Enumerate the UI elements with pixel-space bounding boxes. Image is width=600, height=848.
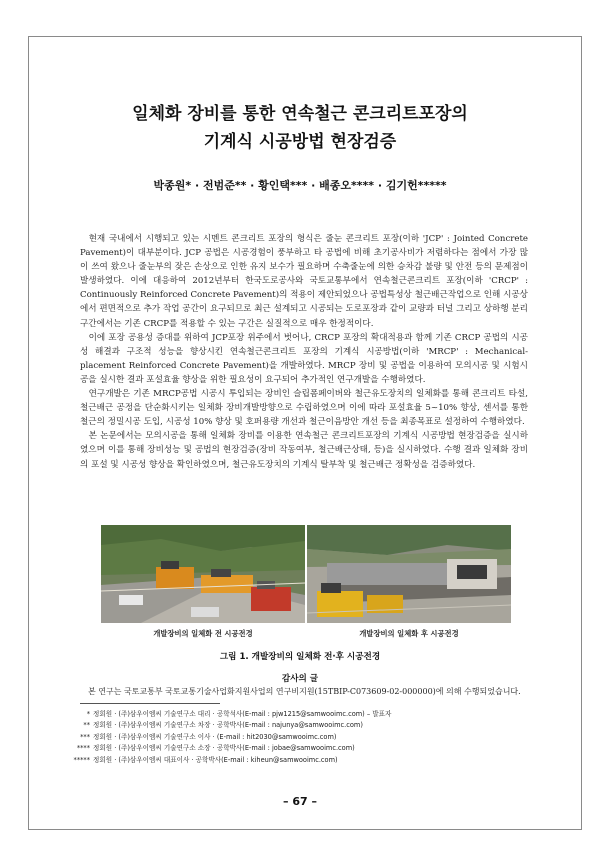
footnote: [62, 709, 532, 720]
body-paragraph: 연구개발은 기존 MRCP공법 시공시 투입되는 장비인 슬립폼페이버와 철근유도장치의 일체화를 통해 콘크리트 타설, 철근배근 공정을 단순화시키는 일체화 장비개발방향으로 수립하였으며 이에 따라 포설효율 5~10% 향상, 센서를 통한 철근의 정밀시공 도입, 시공성 10% 향상 및 호퍼용량 개선과 철근이음방안 개선 등을 최종목표로 설정하여 수행하였다.: [80, 389, 528, 428]
footnote-divider: [80, 703, 220, 704]
author-list: 박종원* · 전범준** · 황인택*** · 배종오**** · 김기헌*****: [153, 179, 447, 192]
body-paragraph: 현재 국내에서 시행되고 있는 시멘트 콘크리트 포장의 형식은 줄눈 콘크리트 포장(이하 'JCP' : Jointed Concrete Pavement)이 대부분이다. JCP 공법은 시공경험이 풍부하고 타 공법에 비해 초기공사비가 저렴하다는 점에서 가장 많이 쓰여 왔으나 줄눈부의 잦은 손상으로 인한 유지 보수가 필요하며 수축줄눈에 의한 승차감 불량 및 안전 등의 문제점이 발생하였다. 이에 대응하여 2012년부터 한국도로공사와 국토교통부에서 연속철근콘크리트 포장(이하 'CRCP' : Continuously Reinforced Concrete Pavement)의 적용이 제안되었으나 공법특성상 철근배근작업으로 인해 시공상에서 편면적으로 추가 작업 공간이 요구되므로 최근 설계되고 시공되는 도로포장과 같이 교량과 터널 그리고 상하행 분리구간에서는 기존 CRCP를 적용할 수 있는 구간은 실질적으로 매우 한정적이다.: [80, 234, 528, 329]
footnote-mark: *****: [73, 755, 90, 764]
paper-title-line-2: 기계식 시공방법 현장검증: [203, 132, 397, 152]
page-number: – 67 –: [283, 795, 317, 808]
photo-after-integration: [307, 525, 511, 623]
footnote-mark: **: [83, 721, 90, 730]
photo-caption-before: 개발장비의 일체화 전 시공전경: [153, 629, 253, 638]
body-paragraph: 이에 포장 공용성 증대를 위하여 JCP포장 위주에서 벗어나, CRCP 포장의 확대적용과 함께 기존 CRCP 공법의 시공성 해결과 구조적 성능을 향상시킨 연속철근콘크리트 포장의 기계식 시공방법(이하 'MRCP' : Mechanical-placement Reinforced Concrete Pavement)을 개발하였다. MRCP 장비 및 공법을 이용하여 모의시공 및 시험시공을 실시한 결과 포설효율 향상을 위한 필요성이 요구되어 추가적인 연구개발을 수행하였다.: [80, 332, 528, 385]
footnote-text: 정회원 · (주)삼우이엠씨 기술연구소 이사 · (E-mail : hit2030@samwooimc.com): [93, 732, 337, 741]
footnote-text: 정회원 · (주)삼우이엠씨 대표이사 · 공학박사(E-mail : kiheun@samwooimc.com): [93, 755, 338, 764]
figure-caption: 그림 1. 개발장비의 일체화 전·후 시공전경: [219, 652, 381, 662]
body-text: [80, 232, 528, 472]
footnote: [62, 755, 532, 766]
footnote: [62, 732, 532, 743]
photo-before-integration: [101, 525, 305, 623]
footnote-mark: *: [86, 710, 90, 718]
footnote: [62, 720, 532, 731]
footnote-mark: ****: [76, 744, 90, 753]
paper-title-line-1: 일체화 장비를 통한 연속철근 콘크리트포장의: [132, 104, 468, 124]
acknowledgement-heading: 감사의 글: [281, 674, 319, 684]
footnotes: [62, 709, 532, 766]
footnote-text: 정회원 · (주)삼우이엠씨 기술연구소 차장 · 공학박사(E-mail : najunya@samwooimc.com): [93, 721, 363, 730]
footnote-text: 정회원 · (주)삼우이엠씨 기술연구소 소장 · 공학박사(E-mail : jobae@samwooimc.com): [93, 744, 355, 753]
body-paragraph: 본 논문에서는 모의시공을 통해 일체화 장비를 이용한 연속철근 콘크리트포장의 기계식 시공방법 현장검증을 실시하였으며 이를 통해 장비성능 및 공법의 현장검증(장비 작동여부, 철근배근상태, 등)을 실시하였다. 수행 결과 일체화 장비의 포설 및 시공성 향상을 확인하였으며, 철근유도장치의 기계식 탈부착 및 철근배근 정확성을 검증하였다.: [80, 431, 528, 470]
footnote: [62, 743, 532, 754]
footnote-text: 정회원 · (주)삼우이엠씨 기술연구소 대리 · 공학석사(E-mail : pjw1215@samwooimc.com) – 발표자: [93, 710, 392, 718]
photo-caption-after: 개발장비의 일체화 후 시공전경: [359, 629, 459, 638]
footnote-mark: ***: [80, 732, 90, 741]
acknowledgement-text: 본 연구는 국토교통부 국토교통기술사업화지원사업의 연구비지원(15TBIP-C073609-02-000000)에 의해 수행되었습니다.: [88, 687, 521, 696]
